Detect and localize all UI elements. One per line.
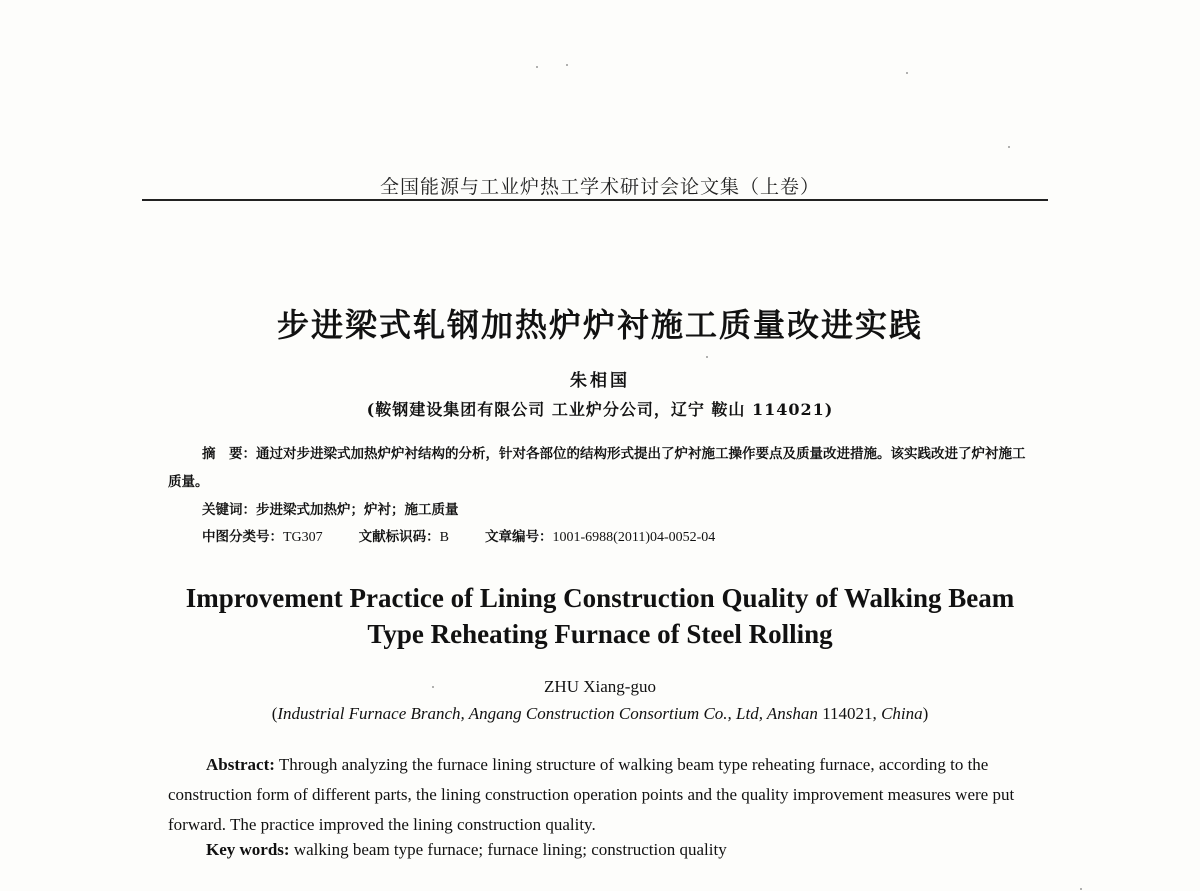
english-keywords-label: Key words: [206,840,290,859]
article-no-value: 1001-6988(2011)04-0052-04 [552,530,716,545]
chinese-keywords-label: 关键词： [202,502,256,518]
chinese-title: 步进梁式轧钢加热炉炉衬施工质量改进实践 [276,306,923,344]
english-keywords [206,840,727,860]
english-title [0,580,1200,652]
english-author: ZHU Xiang-guo [544,677,656,696]
english-abstract [168,750,1028,840]
english-abstract-label: Abstract: [206,755,275,774]
proceedings-title: 全国能源与工业炉热工学术研讨会论文集（上卷） [379,176,820,198]
chinese-author: 朱相国 [570,371,630,391]
scan-speck [706,356,708,358]
english-affiliation: (Industrial Furnace Branch, Angang Construction Consortium Co., Ltd, Anshan 114021, China) [271,704,929,723]
chinese-keywords-text: 步进梁式加热炉；炉衬；施工质量 [256,502,459,518]
english-title-line2: Type Reheating Furnace of Steel Rolling [367,619,833,649]
header-rule [142,199,1048,201]
scan-speck [1080,888,1082,890]
chinese-abstract-text: 通过对步进梁式加热炉炉衬结构的分析，针对各部位的结构形式提出了炉衬施工操作要点及质量改进措施。该实践改进了炉衬施工质量。 [168,446,1026,490]
scan-speck [906,72,908,74]
english-abstract-text: Through analyzing the furnace lining structure of walking beam type reheating furnace, according to the construction form of different parts, the lining construction operation points and the quality improvement measures were put forward. The practice improved the lining construction quality. [168,755,1015,834]
english-affiliation-country: China [881,704,923,723]
english-affiliation-postal: 114021, [817,704,882,723]
english-keywords-text: walking beam type furnace; furnace lining; construction quality [293,840,727,859]
scan-speck [536,66,538,68]
chinese-keywords [202,498,459,518]
scan-speck [566,64,568,66]
chinese-affiliation: (鞍钢建设集团有限公司 工业炉分公司，辽宁 鞍山 114021) [366,400,834,419]
doc-code-value: B [439,530,450,545]
doc-code-label: 文献标识码： [358,529,440,545]
article-no-label: 文章编号： [485,529,553,545]
chinese-abstract [168,440,1028,496]
classification-line [202,525,715,546]
english-title-line1: Improvement Practice of Lining Construction Quality of Walking Beam [185,583,1015,613]
scan-speck [1008,146,1010,148]
chinese-abstract-label: 摘 要： [202,446,256,462]
clc-value: TG307 [283,530,323,545]
clc-label: 中图分类号： [202,529,283,545]
english-affiliation-org: Industrial Furnace Branch, Angang Construction Consortium Co., Ltd, Anshan [277,704,818,723]
